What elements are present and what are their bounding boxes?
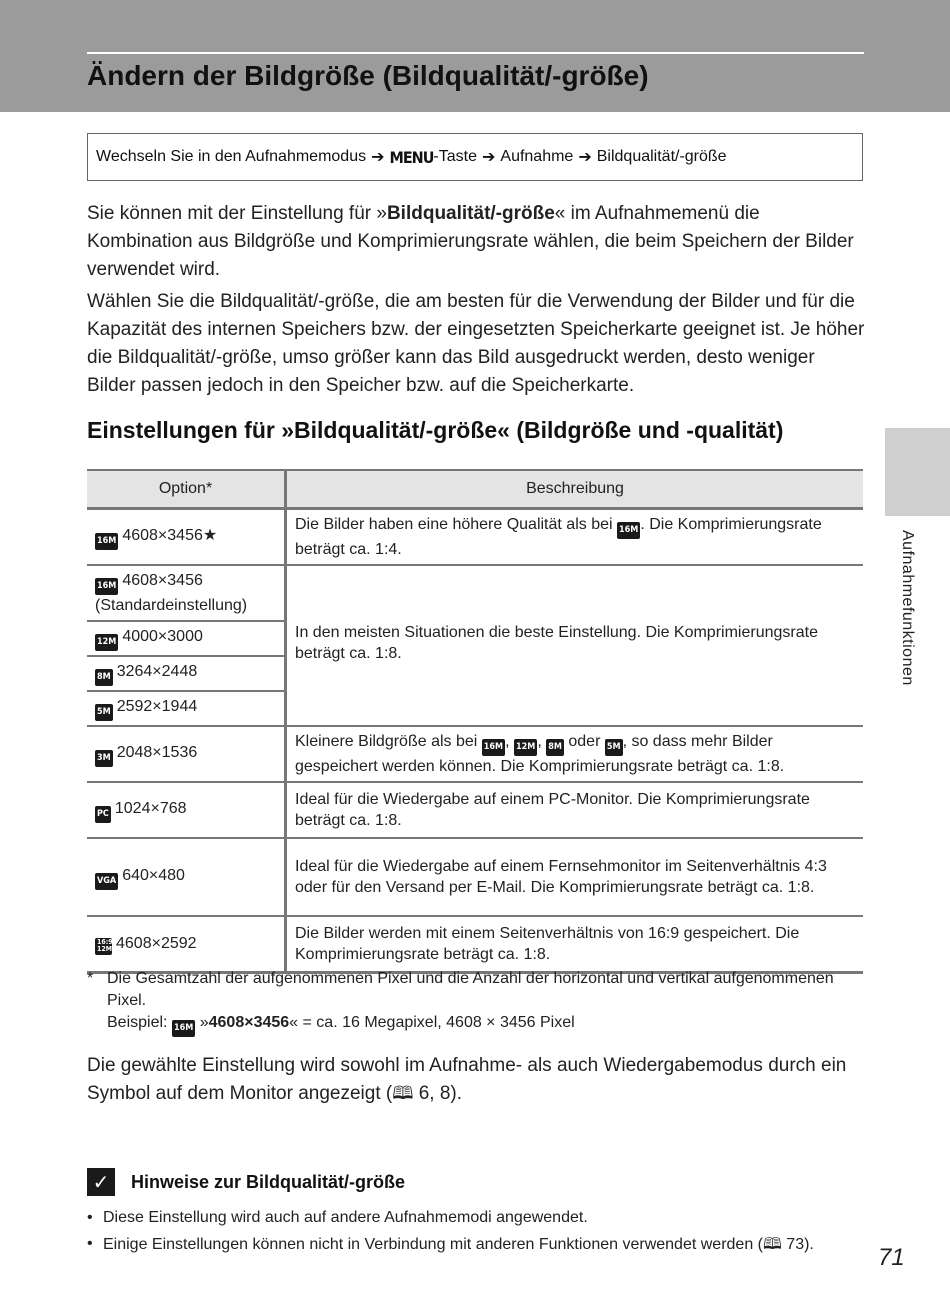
image-mode-16m-icon: 16M: [482, 739, 505, 756]
table-row: [87, 782, 863, 838]
option-cell: VGA 640×480: [87, 838, 286, 916]
book-icon: 🕮: [392, 1083, 414, 1104]
arrow-right-icon: ➔: [481, 149, 496, 166]
chapter-tab: [885, 428, 950, 516]
menu-button-icon: MENU: [389, 147, 434, 167]
column-header-option: Option*: [87, 470, 286, 509]
image-mode-12m-icon: 12M: [514, 739, 537, 756]
image-mode-5m-icon: 5M: [95, 704, 113, 721]
image-mode-pc-icon: PC: [95, 806, 111, 823]
table-footnote: [87, 968, 867, 1037]
footnote-text: Die Gesamtzahl der aufgenommenen Pixel und die Anzahl der horizontal und vertikal aufgenommenen Pixel.: [107, 970, 834, 1009]
image-mode-vga-icon: VGA: [95, 873, 118, 890]
image-mode-16m-icon: 16M: [95, 578, 118, 595]
setting-name: Bildqualität/-größe: [386, 203, 555, 224]
image-mode-3m-icon: 3M: [95, 750, 113, 767]
image-mode-16-9-icon: 16:9 12M: [97, 937, 113, 953]
option-cell: 8M 3264×2448: [87, 656, 286, 691]
image-mode-8m-icon: 8M: [95, 669, 113, 686]
footnote-mark: *: [87, 970, 94, 987]
notes-title: Hinweise zur Bildqualität/-größe: [131, 1171, 406, 1192]
check-note-icon: ✓: [87, 1168, 115, 1196]
table-row: [87, 838, 863, 916]
header-rule: [87, 52, 864, 54]
option-cell: PC 1024×768: [87, 782, 286, 838]
description-cell: Kleinere Bildgröße als bei 16M , 12M , 8M oder 5M , so dass mehr Bilder gespeichert werden können. Die Komprimierungsrate beträgt ca. 1:8.: [286, 726, 864, 782]
table-row: [87, 509, 863, 566]
option-cell: 5M 2592×1944: [87, 691, 286, 726]
option-cell: 16M 4608×3456 (Standardeinstellung): [87, 565, 286, 621]
display-note-paragraph: Die gewählte Einstellung wird sowohl im Aufnahme- als auch Wiedergabemodus durch ein Symbol auf dem Monitor angezeigt (🕮 6, 8).: [87, 1055, 847, 1104]
option-cell: 16:9 12M 4608×2592: [87, 916, 286, 972]
description-cell: Ideal für die Wiedergabe auf einem Fernsehmonitor im Seitenverhältnis 4:3 oder für den Versand per E-Mail. Die Komprimierungsrate beträgt ca. 1:8.: [286, 838, 864, 916]
section-heading: Einstellungen für »Bildqualität/-größe« (Bildgröße und -qualität): [87, 417, 784, 443]
footnote-example: Beispiel: 16M »4608×3456« = ca. 16 Megapixel, 4608 × 3456 Pixel: [87, 1012, 867, 1037]
image-mode-16m-fine-icon: 16M: [95, 533, 118, 550]
header-band: [0, 0, 950, 112]
table-row: [87, 565, 863, 621]
intro-paragraph-2: Wählen Sie die Bildqualität/-größe, die am besten für die Verwendung der Bilder und für die Kapazität des internen Speichers bzw. der eingesetzten Speicherkarte geeignet ist. Je höher die Bildqualität/-größe, umso größer kann das Bild ausgedruckt werden, desto weniger Bilder passen jedoch in den Speicher bzw. auf die Speicherkarte.: [87, 291, 865, 396]
notes-block: [87, 1165, 867, 1258]
description-cell: Ideal für die Wiedergabe auf einem PC-Monitor. Die Komprimierungsrate beträgt ca. 1:8.: [286, 782, 864, 838]
book-icon: 🕮: [762, 1234, 782, 1253]
nav-step-setting: Bildqualität/-größe: [596, 148, 727, 165]
nav-step-menu: Aufnahme: [500, 148, 574, 165]
nav-step-button: -Taste: [433, 148, 477, 165]
chapter-label: Aufnahmefunktionen: [899, 530, 916, 686]
image-mode-8m-icon: 8M: [546, 739, 564, 756]
list-item: • Einige Einstellungen können nicht in Verbindung mit anderen Funktionen verwendet werden (🕮 73).: [87, 1231, 867, 1258]
menu-path-box: [87, 133, 863, 181]
nav-step-mode: Wechseln Sie in den Aufnahmemodus: [96, 148, 367, 165]
option-cell: 12M 4000×3000: [87, 621, 286, 656]
default-setting-label: (Standardeinstellung): [95, 597, 248, 614]
list-item: • Diese Einstellung wird auch auf andere Aufnahmemodi angewendet.: [87, 1205, 867, 1231]
image-mode-5m-icon: 5M: [605, 739, 623, 756]
image-mode-16m-icon: 16M: [172, 1020, 195, 1037]
table-row: [87, 726, 863, 782]
image-mode-12m-icon: 12M: [95, 634, 118, 651]
option-cell: 16M 4608×3456★: [87, 509, 286, 566]
table-row: [87, 916, 863, 972]
description-cell-merged: In den meisten Situationen die beste Einstellung. Die Komprimierungsrate beträgt ca. 1:8.: [286, 565, 864, 726]
page-title: Ändern der Bildgröße (Bildqualität/-größe): [87, 60, 649, 91]
arrow-right-icon: ➔: [371, 149, 385, 166]
column-header-description: Beschreibung: [286, 470, 864, 509]
intro-paragraph-1: Sie können mit der Einstellung für »Bildqualität/-größe« im Aufnahmemenü die Kombination aus Bildgröße und Komprimierungsrate wählen, die beim Speichern der Bilder verwendet wird.: [87, 203, 854, 280]
description-cell: Die Bilder haben eine höhere Qualität als bei 16M . Die Komprimierungsrate beträgt ca. 1:4.: [286, 509, 864, 566]
notes-list: [87, 1205, 867, 1258]
description-cell: Die Bilder werden mit einem Seitenverhältnis von 16:9 gespeichert. Die Komprimierungsrate beträgt ca. 1:8.: [286, 916, 864, 972]
option-cell: 3M 2048×1536: [87, 726, 286, 782]
arrow-right-icon: ➔: [578, 149, 592, 166]
image-mode-table: [87, 469, 863, 974]
image-mode-16m-icon: 16M: [617, 522, 640, 539]
page-number: 71: [878, 1244, 905, 1271]
